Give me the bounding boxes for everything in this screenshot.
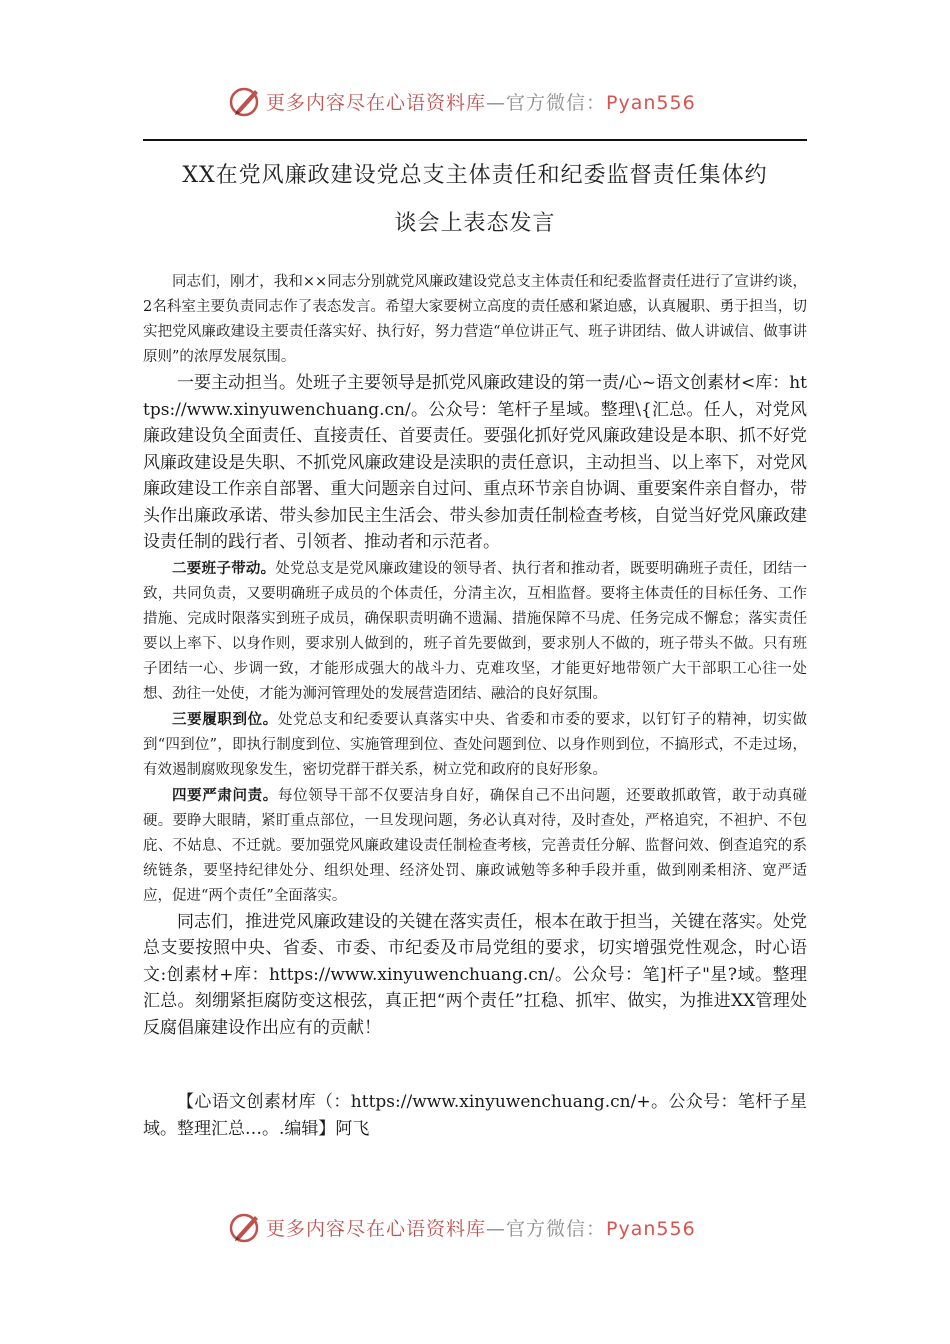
paragraph-duty [143,707,807,783]
paragraph-accountability-body: 每位领导干部不仅要洁身自好，确保自己不出问题，还要敢抓敢管，敢于动真碰硬。要睁大眼睛，紧盯重点部位，一旦发现问题，务必认真对待，及时查处，严格追究，不袒护、不包庇、不姑息、不迁就。要加强党风廉政建设责任制检查考核，完善责任分解、监督问效、倒查追究的系统链条，要坚持纪律处分、组织处理、经济处罚、廉政诫勉等多种手段并重，做到刚柔相济、宽严适应，促进“两个责任”全面落实。 [143,787,808,904]
pen-logo-icon [228,1210,262,1244]
paragraph-team [143,556,807,707]
banner-text [266,1214,696,1241]
intro-paragraph: 同志们，刚才，我和××同志分别就党风廉政建设党总支主体责任和纪委监督责任进行了宣讲约谈，2名科室主要负责同志作了表态发言。希望大家要树立高度的责任感和紧迫感，认真履职、勇于担当，切实把党风廉政建设主要责任落实好、执行好，努力营造“单位讲正气、班子讲团结、做人讲诚信、做事讲原则”的浓厚发展氛围。 [143,274,807,365]
footer-note: 【心语文创素材库（：https://www.xinyuwenchuang.cn/+。公众号：笔杆子星域。整理汇总…。.编辑】阿飞 [143,1092,807,1139]
pen-logo-icon [228,84,262,118]
paragraph-duty-body: 处党总支和纪委要认真落实中央、省委和市委的要求，以钉钉子的精神，切实做到“四到位”，即执行制度到位、实施管理到位、查处问题到位、以身作则到位，不搞形式，不走过场，有效遏制腐败现象发生，密切党群干群关系，树立党和政府的良好形象。 [143,711,808,778]
banner-wechat-label: 官方微信： [506,92,607,114]
blank-space [143,1041,807,1089]
paragraph-duty-heading: 三要履职到位。 [172,710,278,728]
banner-dash: — [486,1218,507,1240]
document-body [143,270,807,1142]
closing-paragraph: 同志们，推进党风廉政建设的关键在落实责任，根本在敢于担当，关键在落实。处党总支要按照中央、省委、市委、市纪委及市局党组的要求，切实增强党性观念，时心语文:创素材+库：https://www.xinyuwenchuang.cn/。公众号：笔]杆子"星?域。整理汇总。刻绷紧拒腐防变这根弦，真正把“两个责任”扛稳、抓牢、做实，为推进XX管理处反腐倡廉建设作出应有的贡献！ [143,911,807,1038]
paragraph-initiative: 一要主动担当。处班子主要领导是抓党风廉政建设的第一责/心~语文创素材<库：https://www.xinyuwenchuang.cn/。公众号：笔杆子星域。整理\{汇总。任人，对党风廉政建设负全面责任、直接责任、首要责任。要强化抓好党风廉政建设是本职、抓不好党风廉政建设是失职、不抓党风廉政建设是渎职的责任意识，主动担当、以上率下，对党风廉政建设工作亲自部署、重大问题亲自过问、重点环节亲自协调、重要案件亲自督办，带头作出廉政承诺、带头参加民主生活会、带头参加责任制检查考核，自觉当好党风廉政建设责任制的践行者、引领者、推动者和示范者。 [143,373,807,552]
paragraph-team-heading: 二要班子带动。 [172,559,276,577]
footer-banner [0,1208,950,1248]
banner-text [266,88,696,115]
header-banner [0,82,950,122]
paragraph-accountability-heading: 四要严肃问责。 [172,786,278,804]
banner-wechat-label: 官方微信： [506,1218,607,1240]
banner-main-text: 更多内容尽在心语资料库 [266,1218,487,1240]
banner-wechat-id: Pyan556 [606,92,696,114]
banner-dash: — [486,92,507,114]
header-divider [143,139,807,141]
document-title-line2: 谈会上表态发言 [394,211,556,236]
document-title-line1: XX在党风廉政建设党总支主体责任和纪委监督责任集体约 [182,163,768,188]
banner-main-text: 更多内容尽在心语资料库 [266,92,487,114]
banner-wechat-id: Pyan556 [606,1218,696,1240]
paragraph-accountability [143,783,807,909]
paragraph-team-body: 处党总支是党风廉政建设的领导者、执行者和推动者，既要明确班子责任，团结一致，共同负责，又要明确班子成员的个体责任，分清主次，互相监督。要将主体责任的目标任务、工作措施、完成时限落实到班子成员，确保职责明确不遗漏、措施保障不马虎、任务完成不懈怠；落实责任要以上率下、以身作则，要求别人做到的，班子首先要做到，要求别人不做的，班子带头不做。只有班子团结一心、步调一致，才能形成强大的战斗力、克难攻坚，才能更好地带领广大干部职工心往一处想、劲往一处使，才能为浉河管理处的发展营造团结、融洽的良好氛围。 [143,560,808,702]
